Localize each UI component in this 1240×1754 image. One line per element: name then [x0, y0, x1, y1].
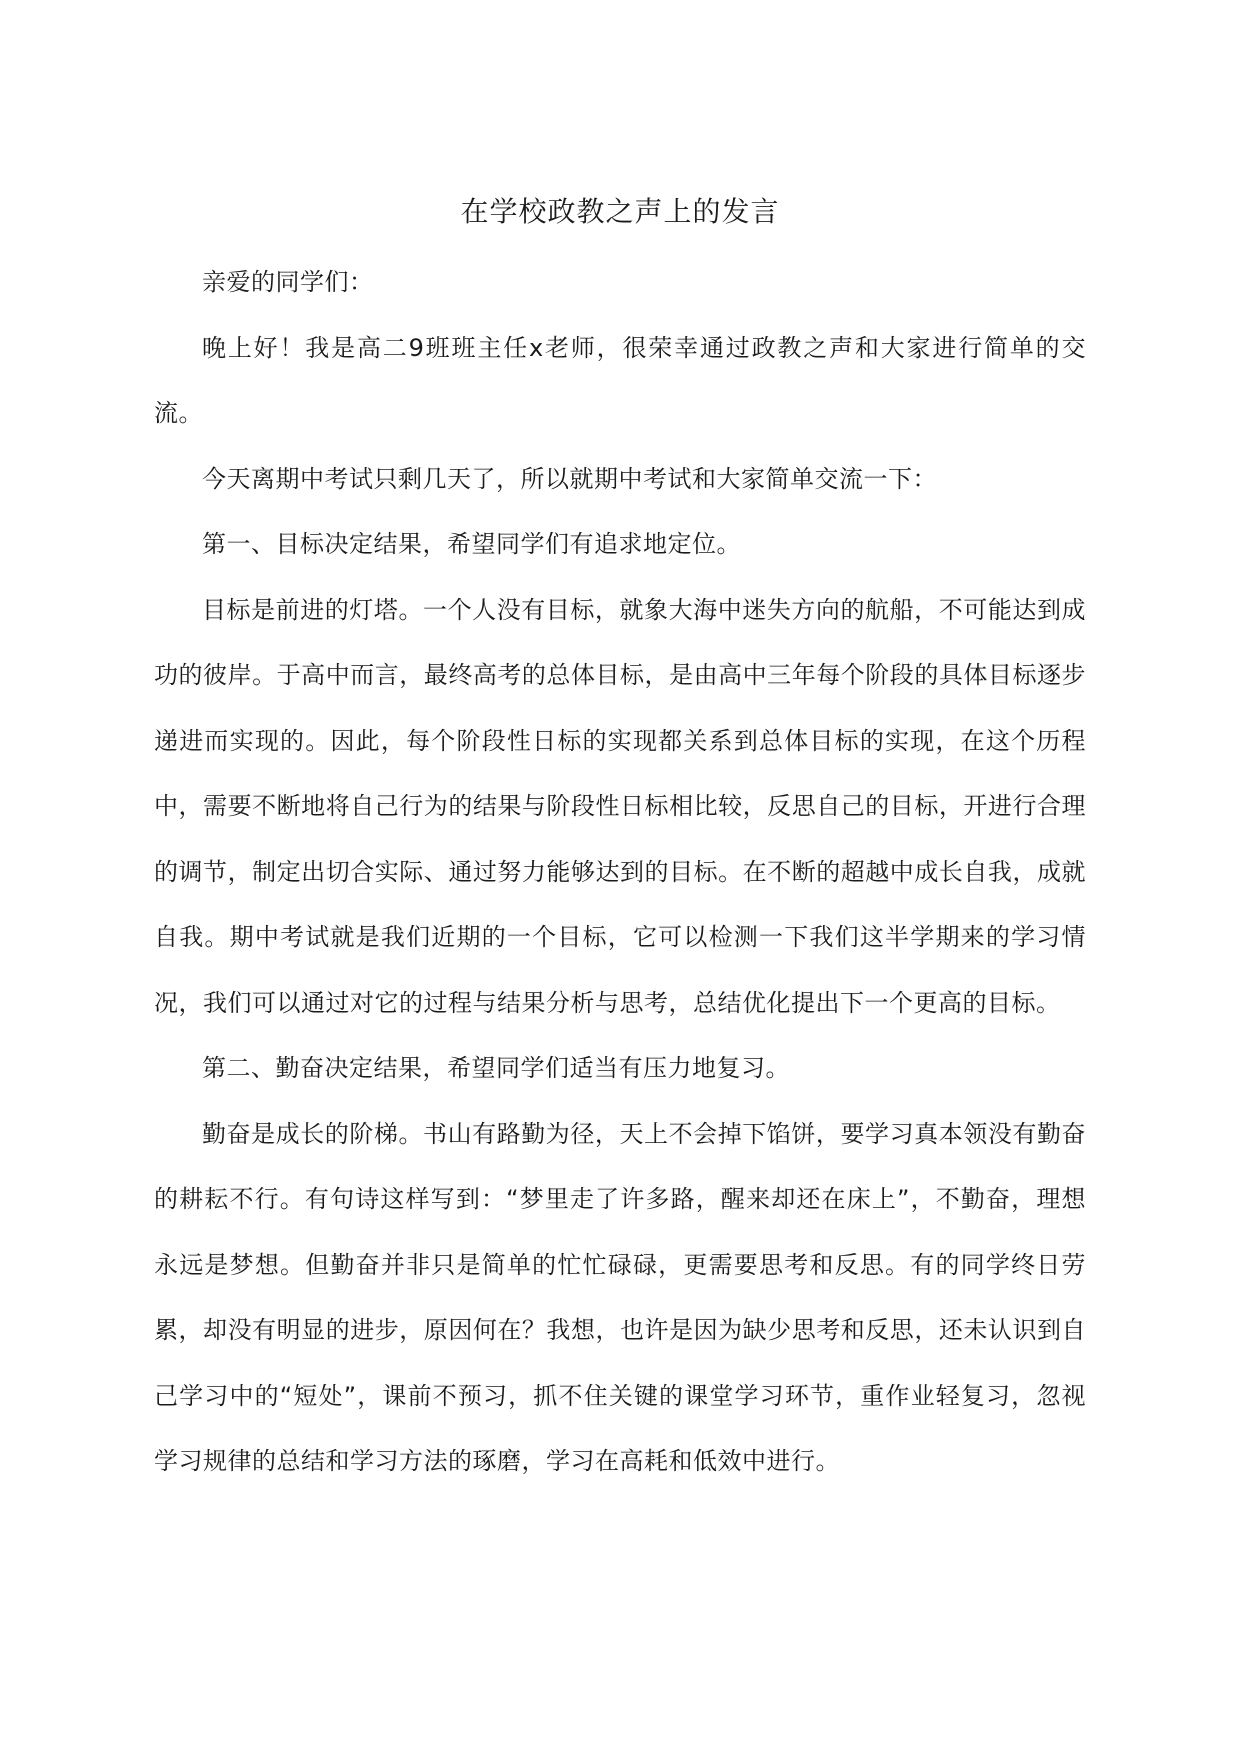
paragraph-goal: 目标是前进的灯塔。一个人没有目标，就象大海中迷失方向的航船，不可能达到成功的彼岸。于高中而言，最终高考的总体目标，是由高中三年每个阶段的具体目标逐步递进而实现的。因此，每个阶段性日标的实现都关系到总体目标的实现，在这个历程中，需要不断地将自己行为的结果与阶段性日标相比较，反思自己的目标，开进行合理的调节，制定出切合实际、通过努力能够达到的目标。在不断的超越中成长自我，成就自我。期中考试就是我们近期的一个目标，它可以检测一下我们这半学期来的学习情况，我们可以通过对它的过程与结果分析与思考，总结优化提出下一个更高的目标。: [154, 595, 1086, 1017]
paragraph-diligence: 勤奋是成长的阶梯。书山有路勤为径，天上不会掉下馅饼，要学习真本领没有勤奋的耕耘不行。有句诗这样写到：“梦里走了许多路，醒来却还在床上”，不勤奋，理想永远是梦想。但勤奋并非只是简单的忙忙碌碌，更需要思考和反思。有的同学终日劳累，却没有明显的进步，原因何在？我想，也许是因为缺少思考和反思，还未认识到自己学习中的“短处”，课前不预习，抓不住关键的课堂学习环节，重作业轻复习，忽视学习规律的总结和学习方法的琢磨，学习在高耗和低效中进行。: [154, 1119, 1086, 1475]
heading-point-two: 第二、勤奋决定结果，希望同学们适当有压力地复习。: [202, 1054, 790, 1082]
document-title: 在学校政教之声上的发言: [460, 195, 780, 228]
paragraph-intro: 晚上好！我是高二9班班主任x老师，很荣幸通过政教之声和大家进行简单的交流。: [154, 333, 1086, 427]
greeting: 亲爱的同学们：: [202, 268, 374, 296]
document-body: [154, 182, 1086, 1495]
heading-point-one: 第一、目标决定结果，希望同学们有追求地定位。: [202, 530, 741, 558]
paragraph-exam-notice: 今天离期中考试只剩几天了，所以就期中考试和大家简单交流一下：: [202, 464, 937, 493]
